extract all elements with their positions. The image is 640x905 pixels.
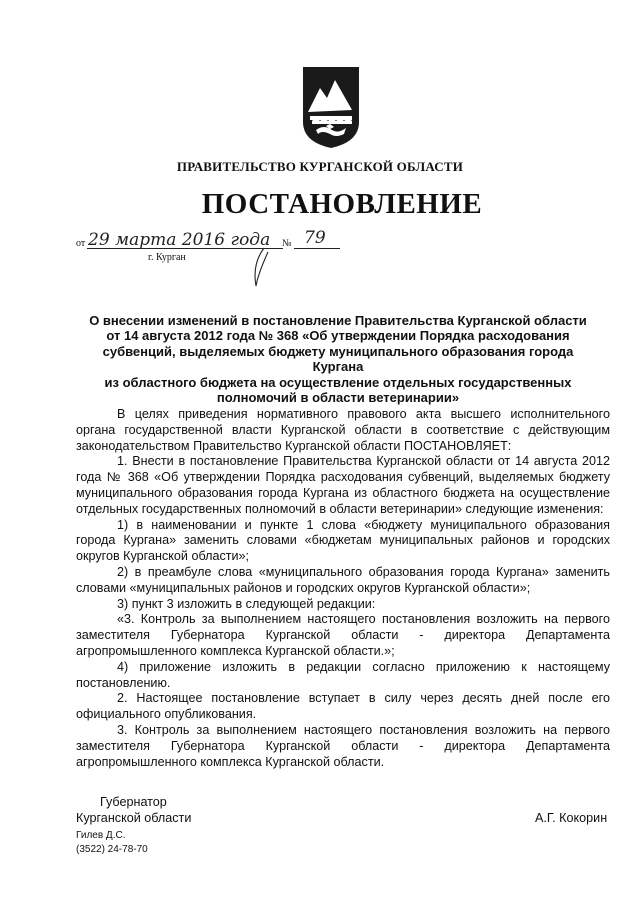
number-underline	[294, 248, 340, 249]
body-paragraph: «3. Контроль за выполнением настоящего постановления возложить на первого заместителя Губернатора Курганской области - директора Департамента агропромышленного комплекса Курганской области.»;	[76, 612, 610, 658]
body-paragraph: 2) в преамбуле слова «муниципального образования города Кургана» заменить словами «муниципальных районов и городских округов Курганской области»;	[76, 564, 610, 595]
document-subject	[80, 313, 596, 405]
signatory-title-line: Губернатор	[100, 795, 167, 809]
subject-line: О внесении изменений в постановление Правительства Курганской области	[89, 313, 587, 328]
body-paragraph: 2. Настоящее постановление вступает в силу через десять дней после его официального опубликования.	[76, 691, 610, 722]
date-number-line	[76, 228, 376, 292]
executor-contact	[76, 829, 148, 857]
signatory-title	[76, 794, 191, 826]
body-paragraph: 4) приложение изложить в редакции согласно приложению к настоящему постановлению.	[76, 659, 610, 690]
subject-line: субвенций, выделяемых бюджету муниципального образования города Кургана	[102, 343, 574, 375]
signatory-title-line: Курганской области	[76, 811, 192, 825]
city-label: г. Курган	[148, 252, 186, 263]
subject-line: полномочий в области ветеринарии»	[216, 390, 460, 406]
handwritten-date: 29 марта 2016 года	[88, 230, 271, 250]
body-paragraph: 3) пункт 3 изложить в следующей редакции:	[117, 596, 376, 611]
subject-line: из областного бюджета на осуществление отдельных государственных	[104, 374, 572, 390]
body-paragraph: 1. Внести в постановление Правительства Курганской области от 14 августа 2012 года № 368 «Об утверждении Порядка расходования субвенций, выделяемых бюджету муниципального образования города Кургана из областного бюджета на осуществление отдельных государственных полномочий в области ветеринарии» следующие изменения:	[76, 454, 610, 516]
signatory-name: А.Г. Кокорин	[535, 811, 608, 825]
document-type-title: ПОСТАНОВЛЕНИЕ	[201, 188, 483, 220]
number-label: №	[282, 238, 292, 249]
subject-line: от 14 августа 2012 года № 368 «Об утверждении Порядка расходования	[106, 328, 570, 344]
body-paragraph: В целях приведения нормативного правового акта высшего исполнительного органа государственной власти Курганской области в соответствие с действующим законодательством Правительство Курганской области ПОСТАНОВЛЯЕТ:	[76, 407, 610, 453]
document-body	[76, 407, 610, 770]
executor-phone: (3522) 24-78-70	[76, 844, 148, 855]
coat-of-arms-emblem	[300, 64, 362, 150]
handwritten-flourish	[248, 246, 272, 290]
body-paragraph: 1) в наименовании и пункте 1 слова «бюджету муниципального образования города Кургана» заменить словами «бюджетам муниципальных районов и городских округов Курганской области»;	[76, 517, 610, 564]
handwritten-number: 79	[304, 228, 326, 248]
government-heading: ПРАВИТЕЛЬСТВО КУРГАНСКОЙ ОБЛАСТИ	[176, 159, 464, 174]
from-label: от	[76, 238, 86, 249]
body-paragraph: 3. Контроль за выполнением настоящего постановления возложить на первого заместителя Губернатора Курганской области - директора Департамента агропромышленного комплекса Курганской области.	[76, 722, 610, 769]
executor-name: Гилев Д.С.	[76, 830, 126, 841]
